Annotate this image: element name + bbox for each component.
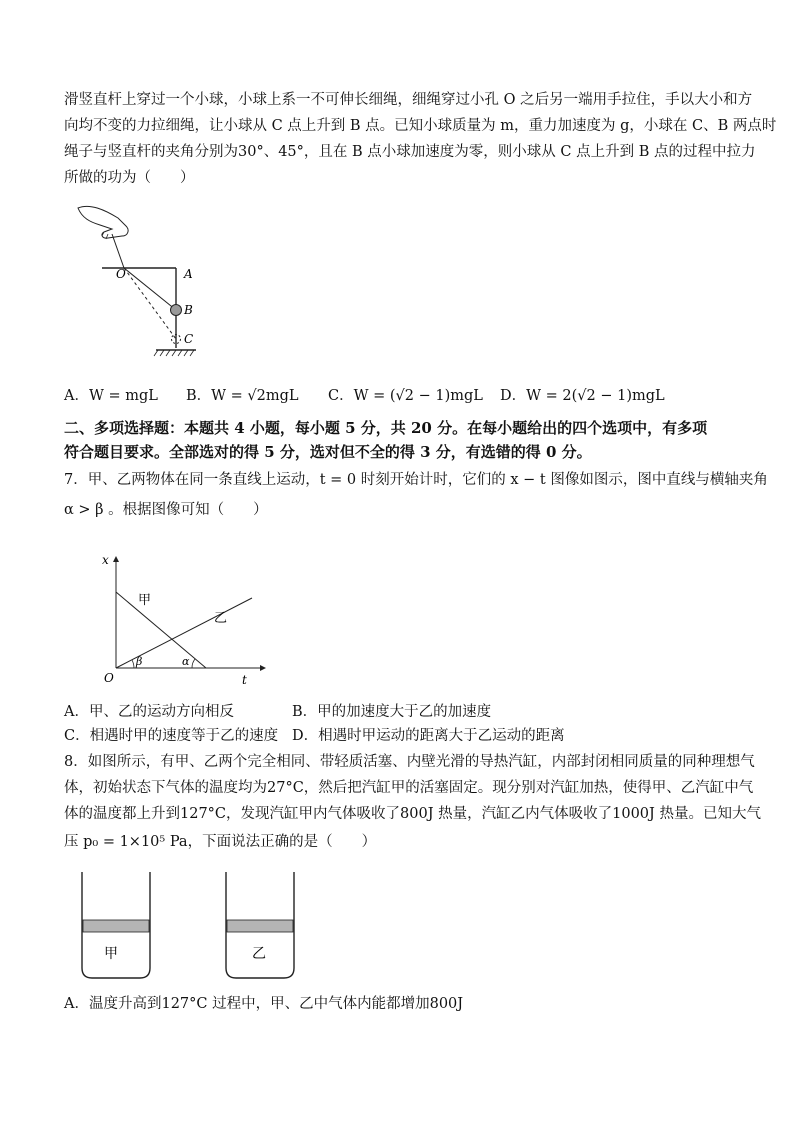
label-c: C: [184, 332, 194, 346]
q6-option-b: B．W = √2mgL: [186, 388, 299, 404]
q8-cylinders-figure: [78, 872, 308, 984]
label-o: O: [116, 267, 126, 281]
q6-figure: [60, 198, 220, 368]
section2-heading-line-2: 符合题目要求。全部选对的得 5 分，选对但不全的得 3 分，有选错的得 0 分。: [64, 443, 592, 461]
q8-line-2: 体，初始状态下气体的温度均为27°C，然后把汽缸甲的活塞固定。现分别对汽缸加热，使得甲、乙汽缸中气: [64, 780, 754, 796]
q8-line-1: 8．如图所示，有甲、乙两个完全相同、带轻质活塞、内壁光滑的导热汽缸，内部封闭相同质量的同种理想气: [64, 754, 755, 770]
piston-yi: [227, 920, 293, 932]
q6-line-3: 绳子与竖直杆的夹角分别为30°、45°，且在 B 点小球加速度为零，则小球从 C 点上升到 B 点的过程中拉力: [64, 144, 756, 160]
q7-xt-graph: [92, 548, 272, 688]
q6-option-c: C．W = (√2 − 1)mgL: [328, 388, 483, 404]
beta-label: β: [136, 655, 143, 668]
q7-option-c: C．相遇时甲的速度等于乙的速度: [64, 728, 279, 744]
origin-label: O: [104, 671, 114, 685]
t-axis-arrow: [260, 665, 266, 671]
line-yi-label: 乙: [214, 611, 228, 626]
label-a: A: [184, 267, 193, 281]
alpha-label: α: [182, 655, 190, 668]
q6-line-2: 向均不变的力拉细绳，让小球从 C 点上升到 B 点。已知小球质量为 m，重力加速度为 g，小球在 C、B 两点时: [64, 118, 777, 134]
beta-arc: [132, 660, 134, 668]
q7-option-d: D．相遇时甲运动的距离大于乙运动的距离: [292, 728, 565, 744]
q8-option-a: A．温度升高到127°C 过程中，甲、乙中气体内能都增加800J: [64, 996, 464, 1012]
q6-line-4: 所做的功为（ ）: [64, 170, 195, 186]
alpha-arc: [192, 659, 195, 668]
q7-option-a: A．甲、乙的运动方向相反: [64, 704, 234, 720]
line-jia: [116, 592, 206, 668]
cylinder-jia-label: 甲: [104, 946, 118, 962]
x-axis-label: x: [102, 553, 109, 567]
q6-line-1: 滑竖直杆上穿过一个小球，小球上系一不可伸长细绳，细绳穿过小孔 O 之后另一端用手拉住，手以大小和方: [64, 92, 753, 108]
cylinder-yi-label: 乙: [252, 946, 266, 962]
rope: [112, 234, 124, 268]
ball-b: [171, 305, 182, 316]
q6-option-a: A．W = mgL: [64, 388, 158, 404]
q8-line-3: 体的温度都上升到127°C，发现汽缸甲内气体吸收了800J 热量，汽缸乙内气体吸收了1000J 热量。已知大气: [64, 806, 761, 822]
line-jia-label: 甲: [138, 593, 152, 608]
x-axis-arrow: [113, 556, 119, 562]
q8-line-4: 压 p₀ = 1×10⁵ Pa，下面说法正确的是（ ）: [64, 834, 377, 850]
section2-heading-line-1: 二、多项选择题：本题共 4 小题，每小题 5 分，共 20 分。在每小题给出的四个选项中，有多项: [64, 419, 708, 437]
label-b: B: [184, 303, 193, 317]
q7-line-2: α > β 。根据图像可知（ ）: [64, 502, 268, 518]
q7-line-1: 7．甲、乙两物体在同一条直线上运动，t = 0 时刻开始计时，它们的 x − t 图像如图示，图中直线与横轴夹角: [64, 472, 768, 488]
piston-jia: [83, 920, 149, 932]
q7-option-b: B．甲的加速度大于乙的加速度: [292, 704, 492, 720]
q6-option-d: D．W = 2(√2 − 1)mgL: [500, 388, 665, 404]
t-axis-label: t: [242, 673, 247, 687]
